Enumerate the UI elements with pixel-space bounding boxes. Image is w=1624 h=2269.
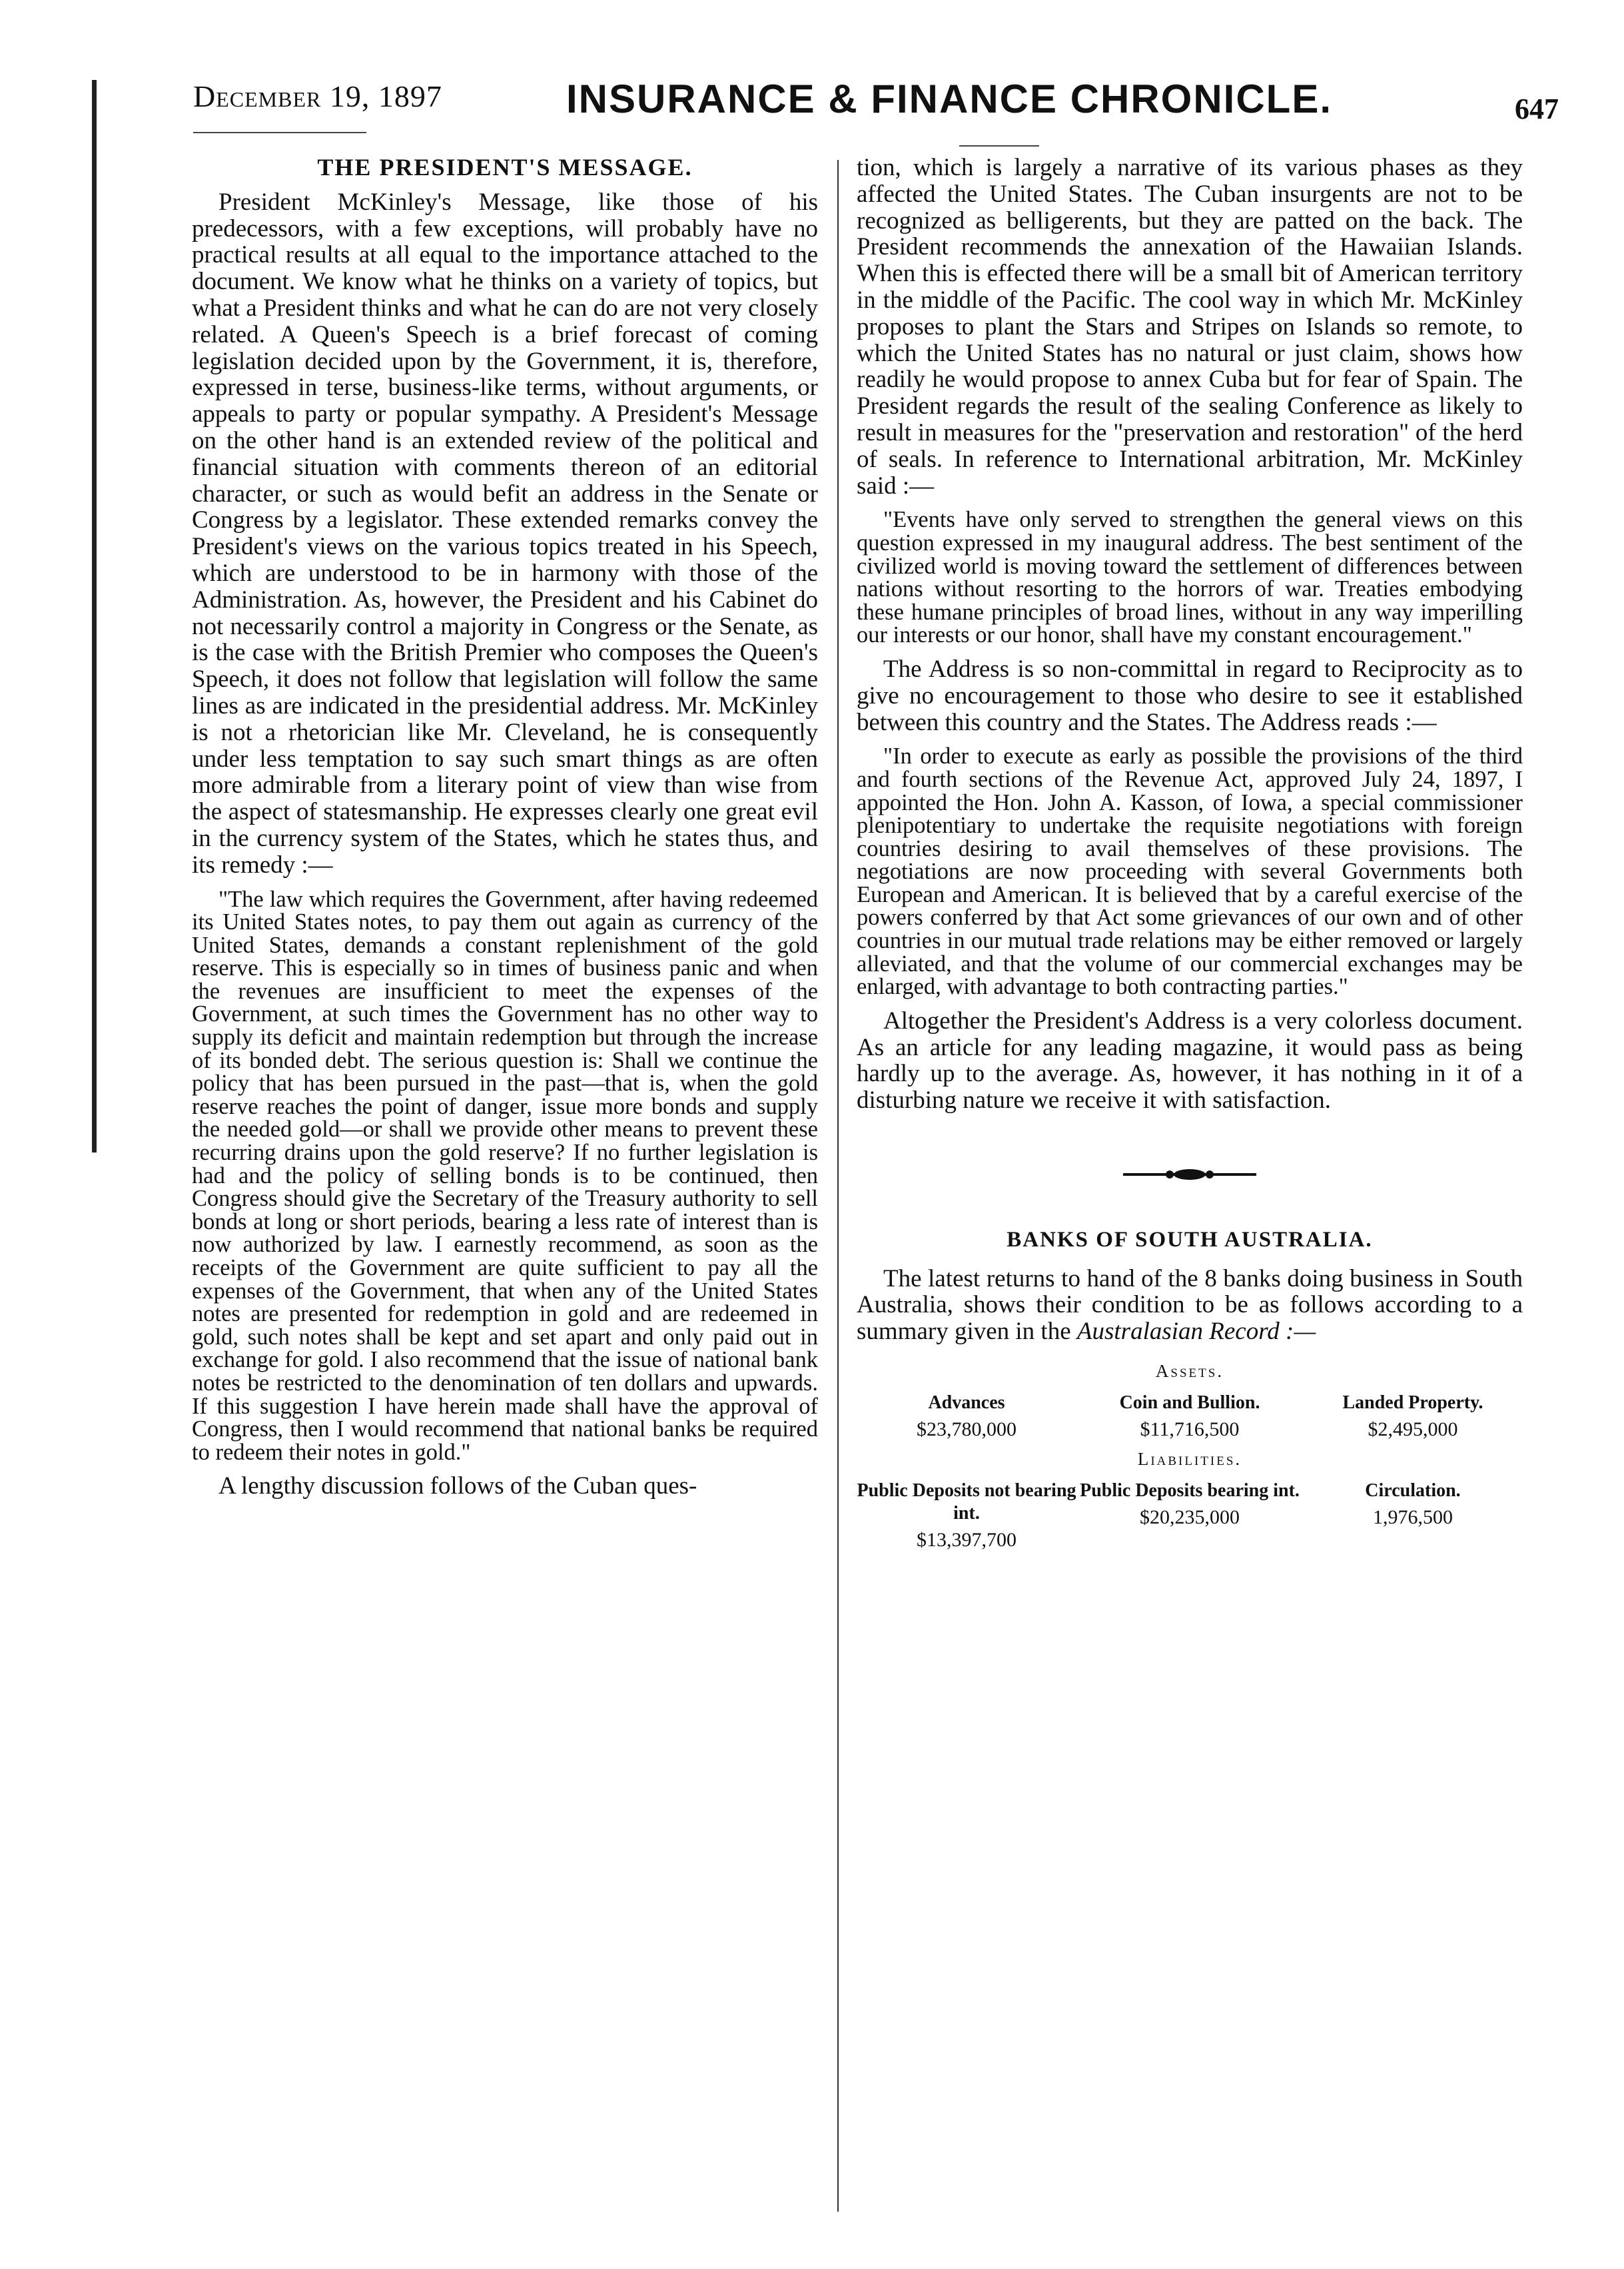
page-header <box>193 79 1559 152</box>
header-underline <box>193 132 366 133</box>
header-underline-center <box>959 145 1039 147</box>
right-column <box>857 155 1523 1552</box>
cell-label: Public Deposits not bearing int. <box>857 1480 1076 1524</box>
banks-intro: The latest returns to hand of the 8 banks doing business in South Australia, shows their condition to be as follows according to a summary given in the <box>857 1264 1523 1346</box>
article-paragraph: The Address is so non-committal in regard to Reciprocity as to give no encouragement to those who desire to see it established between this country and the States. The Address reads :— <box>857 655 1523 736</box>
cell-label: Advances <box>928 1392 1005 1414</box>
table-cell <box>1303 1392 1523 1441</box>
publication-title: INSURANCE & FINANCE CHRONICLE. <box>566 77 1333 121</box>
source-name: Australasian Record :— <box>1076 1318 1316 1346</box>
article-paragraph: Altogether the President's Address is a very colorless document. As an article for any leading magazine, it would pass as being hardly up to the average. As, however, it has nothing in it of a disturbing nature we receive it with satisfaction. <box>857 1007 1523 1115</box>
left-column <box>192 155 818 1509</box>
cell-label: Landed Property. <box>1342 1392 1483 1414</box>
cell-value: $13,397,700 <box>917 1529 1016 1552</box>
cell-value: $11,716,500 <box>1140 1418 1240 1441</box>
table-row <box>857 1392 1523 1441</box>
article-quote: "Events have only served to strengthen the general views on this question expressed in my inaugural address. The best sentiment of the civilized world is moving toward the settlement of differences between nations without resorting to the horrors of war. Treaties embodying these humane principles of broad lines, without in any way imperilling our interests or our honor, shall have my constant encouragement." <box>857 507 1523 648</box>
table-cell <box>1080 1480 1300 1552</box>
table-cell <box>857 1480 1076 1552</box>
table-cell <box>1080 1392 1300 1441</box>
page-number: 647 <box>1515 93 1559 125</box>
page-edge-rule <box>92 80 97 1152</box>
article-paragraph: President McKinley's Message, like those of his predecessors, with a few exceptions, will probably have no practical results at all equal to the importance attached to the document. We know what he thinks on a variety of topics, but what a President thinks and what he can do are not very closely related. A Queen's Speech is a brief forecast of coming legislation decided upon by the Government, it is, therefore, expressed in terse, business-like terms, without arguments, or appeals to party or popular sympathy. A President's Message on the other hand is an extended review of the political and financial situation with comments thereon of an editorial character, or such as would befit an address in the Senate or Congress by a legislator. These extended remarks convey the President's views on the various topics treated in his Speech, which are understood to be in harmony with those of the Administration. As, however, the President and his Cabinet do not necessarily control a majority in Congress or the Senate, as is the case with the British Premier who composes the Queen's Speech, it does not follow that legislation will follow the same lines as are indicated in the presidential address. Mr. McKinley is not a rhetorician like Mr. Cleveland, he is consequently under less temptation to say such smart things as are often more admirable from a literary point of view than wise from the aspect of statesmanship. He expresses clearly one great evil in the currency system of the States, which he states thus, and its remedy :— <box>192 188 818 879</box>
article-title: THE PRESIDENT'S MESSAGE. <box>317 154 693 181</box>
table-cell <box>1303 1480 1523 1552</box>
article-title: BANKS OF SOUTH AUSTRALIA. <box>1007 1227 1373 1252</box>
bank-summary-table <box>857 1360 1523 1552</box>
column-separator <box>837 160 839 2212</box>
article-paragraph: tion, which is largely a narrative of its various phases as they affected the United States. The Cuban insurgents are not to be recognized as belligerents, but they are patted on the back. The President recommends the annexation of the Hawaiian Islands. When this is effected there will be a small bit of American territory in the middle of the Pacific. The cool way in which Mr. McKinley proposes to plant the Stars and Stripes on Islands so remote, to which the United States has no natural or just claim, shows how readily he would propose to annex Cuba but for fear of Spain. The President regards the result of the sealing Conference as likely to result in measures for the "preservation and restoration" of the herd of seals. In reference to International arbitration, Mr. McKinley said :— <box>857 154 1523 500</box>
section-divider-ornament <box>857 1160 1523 1187</box>
article-paragraph <box>857 1266 1523 1345</box>
article-quote: "The law which requires the Government, after having redeemed its United States notes, to pay them out again as currency of the United States, demands a constant replenishment of the gold reserve. This is especially so in times of business panic and when the revenues are insufficient to meet the expenses of the Government, at such times the Government has no other way to supply its deficit and maintain redemption but through the increase of its bonded debt. The serious question is: Shall we continue the policy that has been pursued in the past—that is, when the gold reserve reaches the point of danger, issue more bonds and supply the needed gold—or shall we provide other means to prevent these recurring drains upon the gold reserve? If no further legislation is had and the policy of selling bonds is to be continued, then Congress should give the Secretary of the Treasury authority to sell bonds at long or short periods, bearing a less rate of interest than is now authorized by law. I earnestly recommend, as soon as the receipts of the Government are quite sufficient to pay all the expenses of the Government, that when any of the United States notes are presented for redemption in gold and are redeemed in gold, such notes shall be kept and set apart and only paid out in exchange for gold. I also recommend that the issue of national bank notes be restricted to the denomination of ten dollars and upwards. If this suggestion I have herein made shall have the approval of Congress, then I would recommend that national banks be required to redeem their notes in gold." <box>192 886 818 1465</box>
cell-value: 1,976,500 <box>1373 1506 1453 1529</box>
cell-value: $20,235,000 <box>1140 1506 1240 1529</box>
table-row <box>857 1480 1523 1552</box>
article-quote: "In order to execute as early as possible the provisions of the third and fourth sections of the Revenue Act, approved July 24, 1897, I appointed the Hon. John A. Kasson, of Iowa, a special commissioner plenipotentiary to undertake the requisite negotiations with foreign countries desiring to avail themselves of these provisions. The negotiations are now proceeding with several Governments both European and American. It is believed that by a careful exercise of the powers conferred by that Act some grievances of our own and of other countries in our mutual trade relations may be either removed or largely alleviated, and that the volume of our commercial exchanges may be enlarged, with advantage to both contracting parties." <box>857 743 1523 1000</box>
cell-value: $2,495,000 <box>1368 1418 1458 1441</box>
article-paragraph: A lengthy discussion follows of the Cuban ques- <box>218 1472 697 1500</box>
liabilities-heading: Liabilities. <box>1137 1449 1242 1470</box>
cell-label: Public Deposits bearing int. <box>1080 1480 1300 1502</box>
cell-label: Coin and Bullion. <box>1119 1392 1260 1414</box>
cell-value: $23,780,000 <box>917 1418 1016 1441</box>
assets-heading: Assets. <box>1155 1361 1224 1382</box>
cell-label: Circulation. <box>1365 1480 1461 1502</box>
issue-date: December 19, 1897 <box>193 79 442 113</box>
table-cell <box>857 1392 1076 1441</box>
